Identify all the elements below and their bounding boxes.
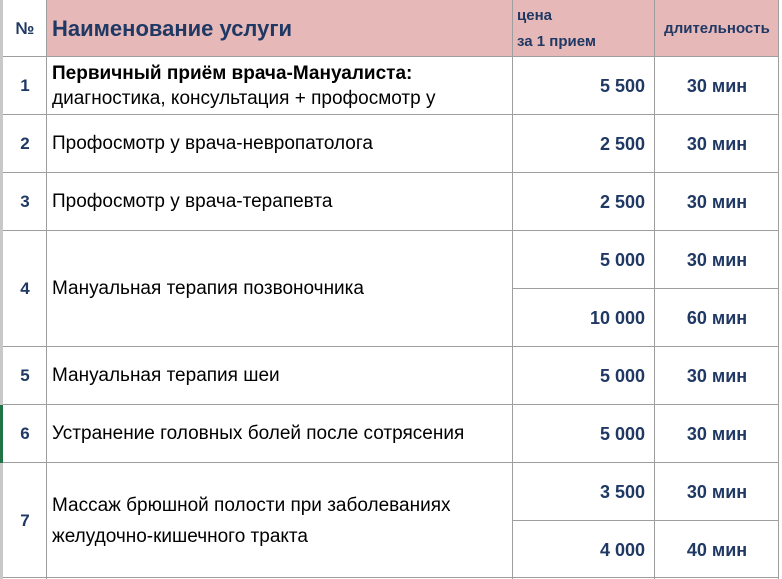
row-4-price-1 — [513, 231, 655, 289]
row-6-duration — [655, 405, 779, 463]
row-num: 1 — [20, 76, 30, 95]
row-1-price — [513, 57, 655, 115]
row-name-line1: Массаж брюшной полости при заболеваниях — [52, 495, 451, 516]
price-value: 2 500 — [599, 191, 645, 212]
price-value: 4 000 — [599, 539, 645, 560]
price-value: 5 000 — [599, 365, 645, 386]
row-7-duration-1 — [655, 463, 779, 521]
grid-line — [3, 462, 779, 463]
row-4-duration-1 — [655, 231, 779, 289]
header-price-line2: за 1 прием — [517, 32, 596, 50]
row-num: 6 — [20, 424, 30, 443]
row-2-num — [3, 115, 47, 173]
row-6-num — [3, 405, 47, 463]
row-num: 4 — [20, 279, 30, 298]
row-name-line2: желудочно-кишечного тракта — [52, 526, 308, 547]
grid-line — [3, 230, 779, 231]
row-7-duration-2 — [655, 521, 779, 579]
row-3-price — [513, 173, 655, 231]
grid-line — [3, 346, 779, 347]
grid-line — [3, 577, 779, 578]
row-3-duration — [655, 173, 779, 231]
row-name-text: Мануальная терапия позвоночника — [52, 278, 364, 299]
row-1-name — [47, 57, 513, 115]
grid-line — [3, 56, 779, 57]
duration-value: 30 мин — [686, 249, 748, 270]
header-duration — [655, 0, 779, 57]
row-1-num — [3, 57, 47, 115]
header-service-name-label: Наименование услуги — [52, 15, 293, 41]
grid-line — [512, 288, 779, 289]
row-5-num — [3, 347, 47, 405]
row-2-name — [47, 115, 513, 173]
row-name-text: диагностика, консультация + профосмотр у — [52, 88, 436, 109]
row-2-price — [513, 115, 655, 173]
row-name-text: Мануальная терапия шеи — [52, 365, 280, 386]
grid-line — [46, 0, 47, 579]
duration-value: 30 мин — [686, 191, 748, 212]
grid-line — [3, 114, 779, 115]
price-value: 2 500 — [599, 133, 645, 154]
row-name-text: Профосмотр у врача-невропатолога — [52, 133, 373, 154]
row-7-price-1 — [513, 463, 655, 521]
row-num: 7 — [20, 511, 30, 530]
header-num — [3, 0, 47, 57]
row-name-text: Устранение головных болей после сотрясения — [52, 423, 465, 444]
grid-line — [654, 0, 655, 579]
row-7-price-2 — [513, 521, 655, 579]
header-duration-label: длительность — [664, 20, 770, 37]
price-value: 3 500 — [599, 481, 645, 502]
row-6-name — [47, 405, 513, 463]
duration-value: 30 мин — [686, 133, 748, 154]
row-3-name — [47, 173, 513, 231]
duration-value: 30 мин — [686, 423, 748, 444]
price-value: 10 000 — [589, 307, 645, 328]
row-4-price-2 — [513, 289, 655, 347]
row-6-price — [513, 405, 655, 463]
grid-line — [512, 0, 513, 579]
row-4-name — [47, 231, 513, 347]
grid-line — [3, 172, 779, 173]
row-4-duration-2 — [655, 289, 779, 347]
header-price-line1: цена — [517, 6, 552, 24]
row-1-duration — [655, 57, 779, 115]
duration-value: 30 мин — [686, 365, 748, 386]
row-4-num — [3, 231, 47, 347]
row-5-price — [513, 347, 655, 405]
duration-value: 60 мин — [686, 307, 748, 328]
price-value: 5 000 — [599, 249, 645, 270]
duration-value: 30 мин — [686, 481, 748, 502]
grid-line — [778, 0, 779, 579]
row-num: 2 — [20, 134, 30, 153]
row-3-num — [3, 173, 47, 231]
duration-value: 40 мин — [686, 539, 748, 560]
grid-line — [512, 520, 779, 521]
row-name-bold: Первичный приём врача-Мануалиста: — [52, 63, 413, 84]
row-2-duration — [655, 115, 779, 173]
duration-value: 30 мин — [686, 75, 748, 96]
price-value: 5 500 — [599, 75, 645, 96]
price-value: 5 000 — [599, 423, 645, 444]
header-num-label: № — [15, 18, 35, 38]
grid-line — [3, 404, 779, 405]
row-5-name — [47, 347, 513, 405]
header-service-name — [47, 0, 513, 57]
row-7-name — [47, 463, 513, 579]
row-num: 3 — [20, 192, 30, 211]
row-name-text: Профосмотр у врача-терапевта — [52, 191, 333, 212]
row-5-duration — [655, 347, 779, 405]
row-num: 5 — [20, 366, 30, 385]
row-7-num — [3, 463, 47, 579]
header-price — [513, 0, 655, 57]
